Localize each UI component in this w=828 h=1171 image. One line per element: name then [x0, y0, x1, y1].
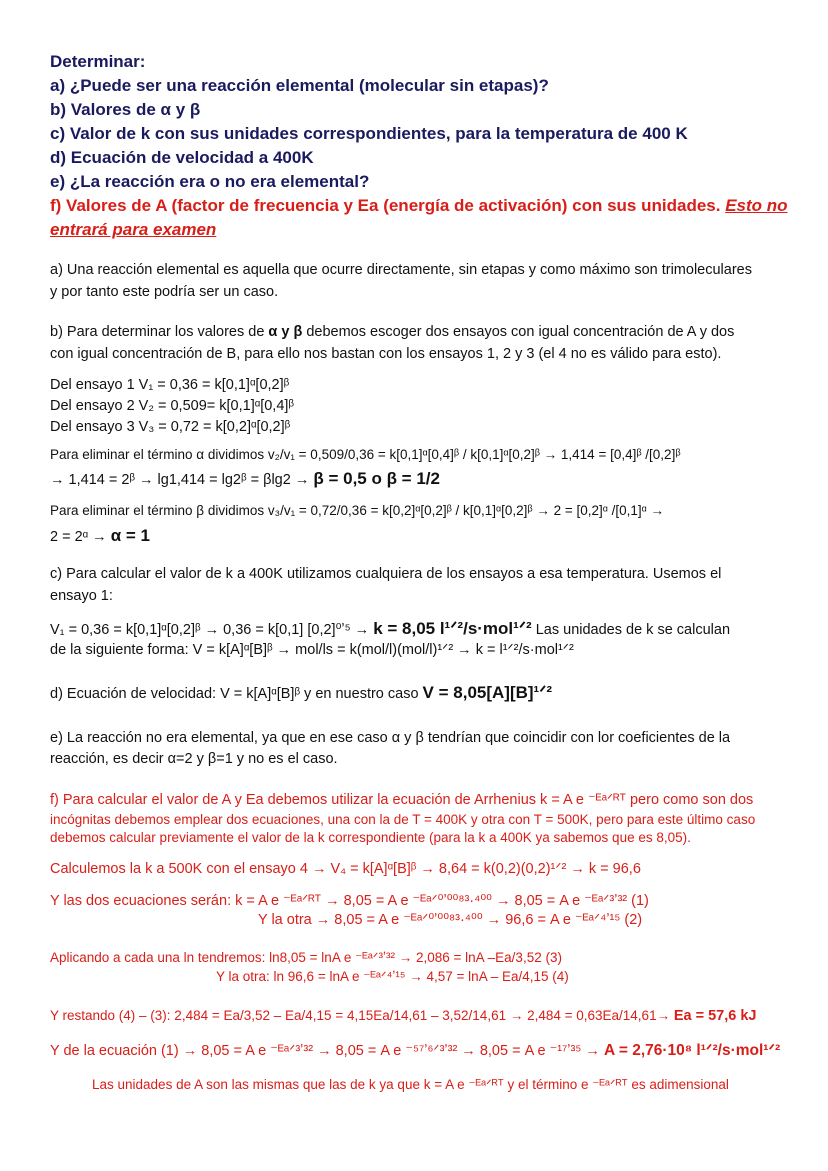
trial-1-equation: Del ensayo 1 V₁ = 0,36 = k[0,1]ᵅ[0,2]ᵝ [50, 377, 290, 393]
answer-e-line2: reacción, es decir α=2 y β=1 y no es el caso. [50, 751, 338, 767]
beta-derivation-line2 [50, 469, 440, 489]
arrhenius-equation-1: Y las dos ecuaciones serán: k = A e ⁻ᴱᵃᐟᴿᵀ → 8,05 = A e ⁻ᴱᵃᐟ⁰ʼ⁰⁰⁸³·⁴⁰⁰ → 8,05 = A e ⁻ᴱᵃᐟ³ʼ³² (1) [50, 893, 649, 909]
a-calculation-text: Y de la ecuación (1) → 8,05 = A e ⁻ᴱᵃᐟ³ʼ³² → 8,05 = A e ⁻⁵⁷ʼ⁶ᐟ³ʼ³² → 8,05 = A e ⁻¹⁷ʼ³⁵ → [50, 1043, 604, 1059]
answer-c-line2: ensayo 1: [50, 588, 113, 604]
rate-equation-text: d) Ecuación de velocidad: V = k[A]ᵅ[B]ᵝ y en nuestro caso [50, 686, 423, 702]
a-units-note: Las unidades de A son las mismas que las de k ya que k = A e ⁻ᴱᵃᐟᴿᵀ y el término e ⁻ᴱᵃᐟᴿᵀ es adimensional [92, 1077, 729, 1092]
question-f-text: f) Valores de A (factor de frecuencia y Ea (energía de activación) con sus unidades. [50, 196, 726, 215]
alpha-derivation-line1: Para eliminar el término β dividimos v₃/v₁ = 0,72/0,36 = k[0,2]ᵅ[0,2]ᵝ / k[0,1]ᵅ[0,2]ᵝ → 2 = [0,2]ᵅ /[0,1]ᵅ → [50, 503, 664, 518]
k-calculation-line [50, 619, 730, 639]
page-title: Determinar: [50, 52, 146, 71]
question-a: a) ¿Puede ser una reacción elemental (molecular sin etapas)? [50, 76, 549, 95]
beta-result: β = 0,5 o β = 1/2 [313, 469, 440, 488]
rate-equation-result: V = 8,05[A][B]¹ᐟ² [422, 683, 553, 702]
ln-equation-3: Aplicando a cada una ln tendremos: ln8,05 = lnA e ⁻ᴱᵃᐟ³ʼ³² → 2,086 = lnA –Ea/3,52 (3) [50, 950, 562, 965]
answer-f-line1: f) Para calcular el valor de A y Ea debemos utilizar la ecuación de Arrhenius k = A e ⁻ᴱᵃᐟᴿᵀ pero como son dos [50, 792, 754, 808]
answer-b-line2: con igual concentración de B, para ello nos bastan con los ensayos 1, 2 y 3 (el 4 no es válido para esto). [50, 346, 722, 362]
trial-3-equation: Del ensayo 3 V₃ = 0,72 = k[0,2]ᵅ[0,2]ᵝ [50, 419, 291, 435]
exam-note-1: Esto no [725, 196, 788, 215]
alpha-derivation-line2 [50, 526, 150, 546]
alpha-beta-bold: α y β [268, 324, 303, 340]
beta-derivation-text: → 1,414 = 2ᵝ → lg1,414 = lg2ᵝ = βlg2 → [50, 472, 314, 488]
question-b: b) Valores de α y β [50, 100, 201, 119]
arrhenius-equation-2: Y la otra → 8,05 = A e ⁻ᴱᵃᐟ⁰ʼ⁰⁰⁸³·⁴⁰⁰ → 96,6 = A e ⁻ᴱᵃᐟ⁴ʼ¹⁵ (2) [258, 912, 643, 928]
exam-note-2: entrará para examen [50, 220, 217, 239]
k-units-intro: Las unidades de k se calculan [531, 622, 731, 638]
a-result: A = 2,76·10⁸ l¹ᐟ²/s·mol¹ᐟ² [603, 1042, 781, 1059]
ln-equation-4: Y la otra: ln 96,6 = lnA e ⁻ᴱᵃᐟ⁴ʼ¹⁵ → 4,57 = lnA – Ea/4,15 (4) [216, 969, 569, 984]
answer-a-line2: y por tanto este podría ser un caso. [50, 284, 279, 300]
trial-2-equation: Del ensayo 2 V₂ = 0,509= k[0,1]ᵅ[0,4]ᵝ [50, 398, 295, 414]
alpha-derivation-text: 2 = 2ᵅ → [50, 529, 111, 545]
question-f [50, 196, 788, 216]
answer-b-text2: debemos escoger dos ensayos con igual concentración de A y dos [302, 324, 735, 340]
answer-b-text1: b) Para determinar los valores de [50, 324, 269, 340]
answer-e-line1: e) La reacción no era elemental, ya que en ese caso α y β tendrían que coincidir con lor coeficientes de la [50, 730, 731, 746]
a-calculation-line [50, 1042, 780, 1060]
answer-c-line1: c) Para calcular el valor de k a 400K utilizamos cualquiera de los ensayos a esa temperatura. Usemos el [50, 566, 722, 582]
k-units-derivation: de la siguiente forma: V = k[A]ᵅ[B]ᵝ → mol/ls = k(mol/l)(mol/l)¹ᐟ² → k = l¹ᐟ²/s·mol¹ᐟ² [50, 642, 574, 658]
rate-equation-line [50, 683, 552, 703]
answer-b-line1 [50, 324, 734, 341]
k-result: k = 8,05 l¹ᐟ²/s·mol¹ᐟ² [373, 619, 532, 638]
answer-a-line1: a) Una reacción elemental es aquella que ocurre directamente, sin etapas y como máximo son trimoleculares [50, 262, 752, 278]
k500-calculation: Calculemos la k a 500K con el ensayo 4 → V₄ = k[A]ᵅ[B]ᵝ → 8,64 = k(0,2)(0,2)¹ᐟ² → k = 96,6 [50, 861, 641, 877]
subtraction-text: Y restando (4) – (3): 2,484 = Ea/3,52 – Ea/4,15 = 4,15Ea/14,61 – 3,52/14,61 → 2,484 = 0,63Ea/14,61→ [50, 1008, 674, 1023]
question-d: d) Ecuación de velocidad a 400K [50, 148, 314, 167]
question-e: e) ¿La reacción era o no era elemental? [50, 172, 370, 191]
answer-f-line2: incógnitas debemos emplear dos ecuaciones, una con la de T = 400K y otra con T = 500K, pero para este último caso [50, 812, 756, 827]
question-c: c) Valor de k con sus unidades correspondientes, para la temperatura de 400 K [50, 124, 688, 143]
subtraction-line [50, 1008, 756, 1025]
beta-derivation-line1: Para eliminar el término α dividimos v₂/v₁ = 0,509/0,36 = k[0,1]ᵅ[0,4]ᵝ / k[0,1]ᵅ[0,2]ᵝ → 1,414 = [0,4]ᵝ /[0,2]ᵝ [50, 447, 681, 462]
answer-f-line3: debemos calcular previamente el valor de la k correspondiente (para la k a 400K ya sabemos que es 8,05). [50, 830, 691, 845]
k-calculation-text: V₁ = 0,36 = k[0,1]ᵅ[0,2]ᵝ → 0,36 = k[0,1] [0,2]⁰ʼ⁵ → [50, 622, 374, 638]
ea-result: Ea = 57,6 kJ [673, 1008, 757, 1024]
alpha-result: α = 1 [110, 526, 150, 545]
